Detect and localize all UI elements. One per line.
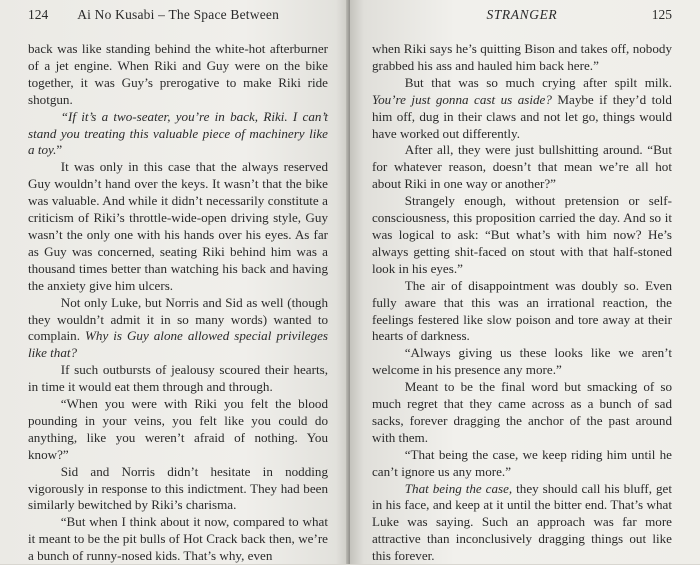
text-run: Not only Luke, but Norris and Sid as well (though they wouldn’t admit it in so many words) wanted to complain. [28,294,328,344]
italic-text: Why is Guy alone allowed special privileges like that? [28,328,328,361]
paragraph [28,159,328,294]
right-page-header [372,7,672,27]
paragraph [28,396,328,464]
paragraph [372,345,672,379]
paragraph [28,41,328,109]
paragraph [372,193,672,278]
right-page-text [372,41,672,565]
text-run: “That being the case, we keep riding him until he can’t ignore us any more.” [372,446,672,479]
paragraph [28,464,328,515]
text-run: But that was so much crying after spilt milk. [404,74,672,90]
paragraph [372,481,672,565]
left-page-number: 124 [28,7,49,22]
paragraph [372,278,672,346]
paragraph [28,109,328,160]
text-run: “But when I think about it now, compared to what it meant to be the pit bulls of Hot Crack back then, we’re a bunch of runny-nosed kids. That’s why, even [28,514,328,564]
text-run: “Always giving us these looks like we aren’t welcome in his presence any more.” [372,345,672,378]
text-run: If such outbursts of jealousy scoured their hearts, in time it would eat them through and through. [28,362,328,395]
left-page-text [28,41,328,565]
text-run: Strangely enough, without pretension or self-consciousness, this proposition carried the day. And so it was logical to ask: “But what’s with him now? He’s always getting shit-faced on stout with that half-stoned look in his eyes.” [372,193,672,276]
paragraph [372,41,672,75]
text-run: Maybe if they’d told him off, dug in their claws and not let go, things would have worked out differently. [372,91,672,141]
left-page [0,0,350,564]
right-page [350,0,700,564]
italic-text: You’re just gonna cast us aside? [372,91,552,107]
paragraph [372,447,672,481]
text-run: The air of disappointment was doubly so. Even fully aware that this was an irrational reaction, the feelings festered like slow poison and tore away at their hearts of darkness. [372,277,672,344]
text-run: ” [56,142,63,158]
text-run: Sid and Norris didn’t hesitate in nodding vigorously in response to this indictment. They had been similarly bewitched by Riki’s charisma. [28,463,328,513]
left-running-head: Ai No Kusabi – The Space Between [77,7,280,22]
paragraph [28,514,328,565]
right-running-head: STRANGER [486,7,558,22]
italic-text: “If it’s a two-seater, you’re in back, Riki. I can’t stand you treating this valuable piece of machinery like a toy. [28,108,328,158]
paragraph [28,295,328,363]
left-page-header [28,7,328,27]
text-run: they should call his bluff, get in his face, and keep at it until the bitter end. That’s what Luke was saying. Such an approach was far more attractive than inconclusively dragging things out like this forever. [372,480,672,564]
paragraph [372,379,672,447]
right-page-number: 125 [651,7,672,22]
paragraph [28,362,328,396]
text-run: Meant to be the final word but smacking of so much regret that they came across as a bunch of sad sacks, forever dragging the anchor of the past around with them. [372,379,672,445]
paragraph [372,75,672,143]
paragraph [372,142,672,193]
text-run: when Riki says he’s quitting Bison and takes off, nobody grabbed his ass and hauled him back here.” [372,41,672,73]
text-run: back was like standing behind the white-hot afterburner of a jet engine. When Riki and Guy were on the bike together, it was Guy’s prerogative to make Riki ride shotgun. [28,41,328,107]
text-run: It was only in this case that the always reserved Guy wouldn’t hand over the keys. It wasn’t that the bike was valuable. And while it didn’t necessarily constitute a criticism of Riki’s throttle-wide-open driving style, Guy wasn’t the only one with his hands over his eyes. As far as Guy was concerned, seating Riki behind him was a thousand times better than watching his back and having the anxiety give him ulcers. [28,159,328,293]
italic-text: That being the case, [404,480,513,496]
text-run: After all, they were just bullshitting around. “But for whatever reason, doesn’t that mean we’re all hot about Riki in one way or another?” [372,142,672,192]
text-run: “When you were with Riki you felt the blood pounding in your veins, you felt like you could do anything, like you weren’t afraid of nothing. You know?” [28,396,328,462]
